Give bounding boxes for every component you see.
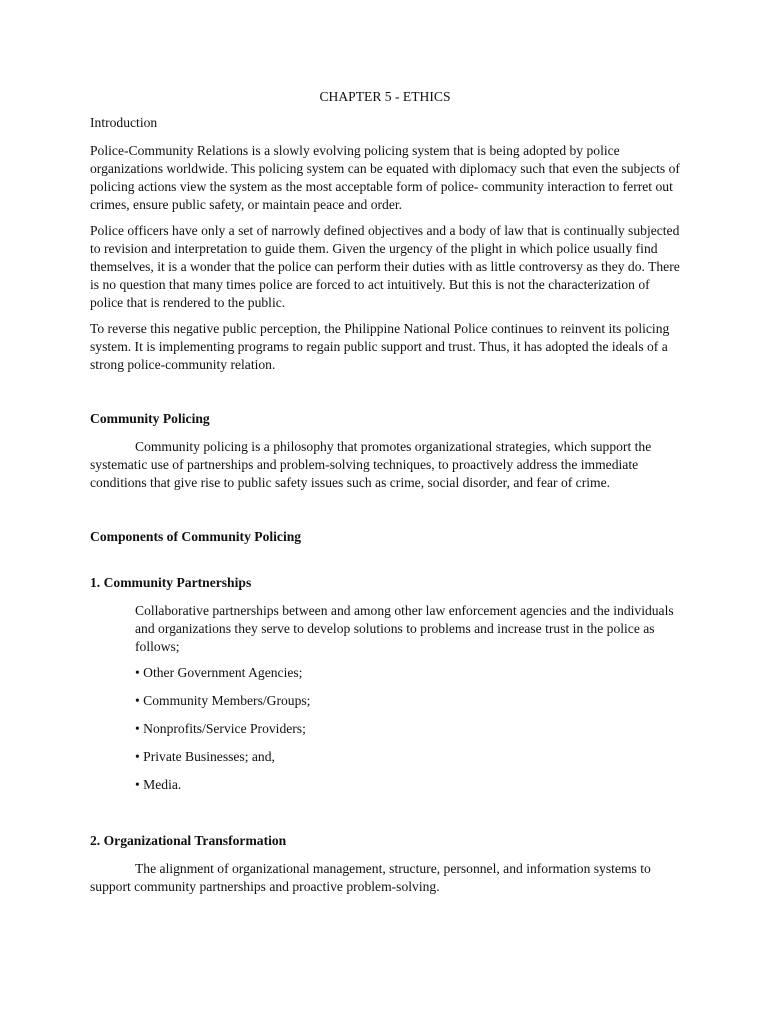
section-spacer (90, 500, 680, 528)
section-spacer (90, 850, 680, 860)
partnerships-heading: 1. Community Partnerships (90, 575, 252, 590)
document-page (90, 88, 680, 904)
transformation-text: The alignment of organizational management, structure, personnel, and information systems to support community partnerships and proactive problem-solving. (90, 861, 651, 894)
section-spacer (90, 804, 680, 832)
intro-paragraph-3: To reverse this negative public perception, the Philippine National Police continues to reinvent its policing system. It is implementing programs to regain public support and trust. Thus, it has adopted the ideals of a strong police-community relation. (90, 321, 670, 372)
partnerships-text: Collaborative partnerships between and among other law enforcement agencies and the individuals and organizations they serve to develop solutions to problems and increase trust in the police as follows; (135, 603, 674, 654)
list-item: • Community Members/Groups; (135, 693, 311, 708)
community-policing-text: Community policing is a philosophy that promotes organizational strategies, which support the systematic use of partnerships and problem-solving techniques, to proactively address the immediate conditions that give rise to public safety issues such as crime, social disorder, and fear of crime. (90, 439, 652, 490)
introduction-label: Introduction (90, 115, 158, 130)
section-spacer (90, 592, 680, 602)
intro-paragraph-2: Police officers have only a set of narrowly defined objectives and a body of law that is continually subjected to revision and interpretation to guide them. Given the urgency of the plight in which police usually find themselves, it is a wonder that the police can perform their duties with as little controversy as they do. There is no question that many times police are forced to act intuitively. But this is not the characterization of police that is rendered to the public. (90, 223, 680, 310)
list-item: • Private Businesses; and, (135, 749, 275, 764)
intro-paragraph-1: Police-Community Relations is a slowly evolving policing system that is being adopted by police organizations worldwide. This policing system can be equated with diplomacy such that even the subjects of policing actions view the system as the most acceptable form of police- community interaction to ferret out crimes, ensure public safety, or maintain peace and order. (90, 143, 680, 212)
section-spacer (90, 382, 680, 410)
section-spacer (90, 428, 680, 438)
transformation-heading: 2. Organizational Transformation (90, 833, 287, 848)
section-spacer (90, 546, 680, 574)
list-item: • Other Government Agencies; (135, 665, 303, 680)
chapter-title: CHAPTER 5 - ETHICS (319, 89, 451, 104)
list-item: • Nonprofits/Service Providers; (135, 721, 306, 736)
list-item: • Media. (135, 777, 182, 792)
components-heading: Components of Community Policing (90, 529, 302, 544)
community-policing-heading: Community Policing (90, 411, 210, 426)
